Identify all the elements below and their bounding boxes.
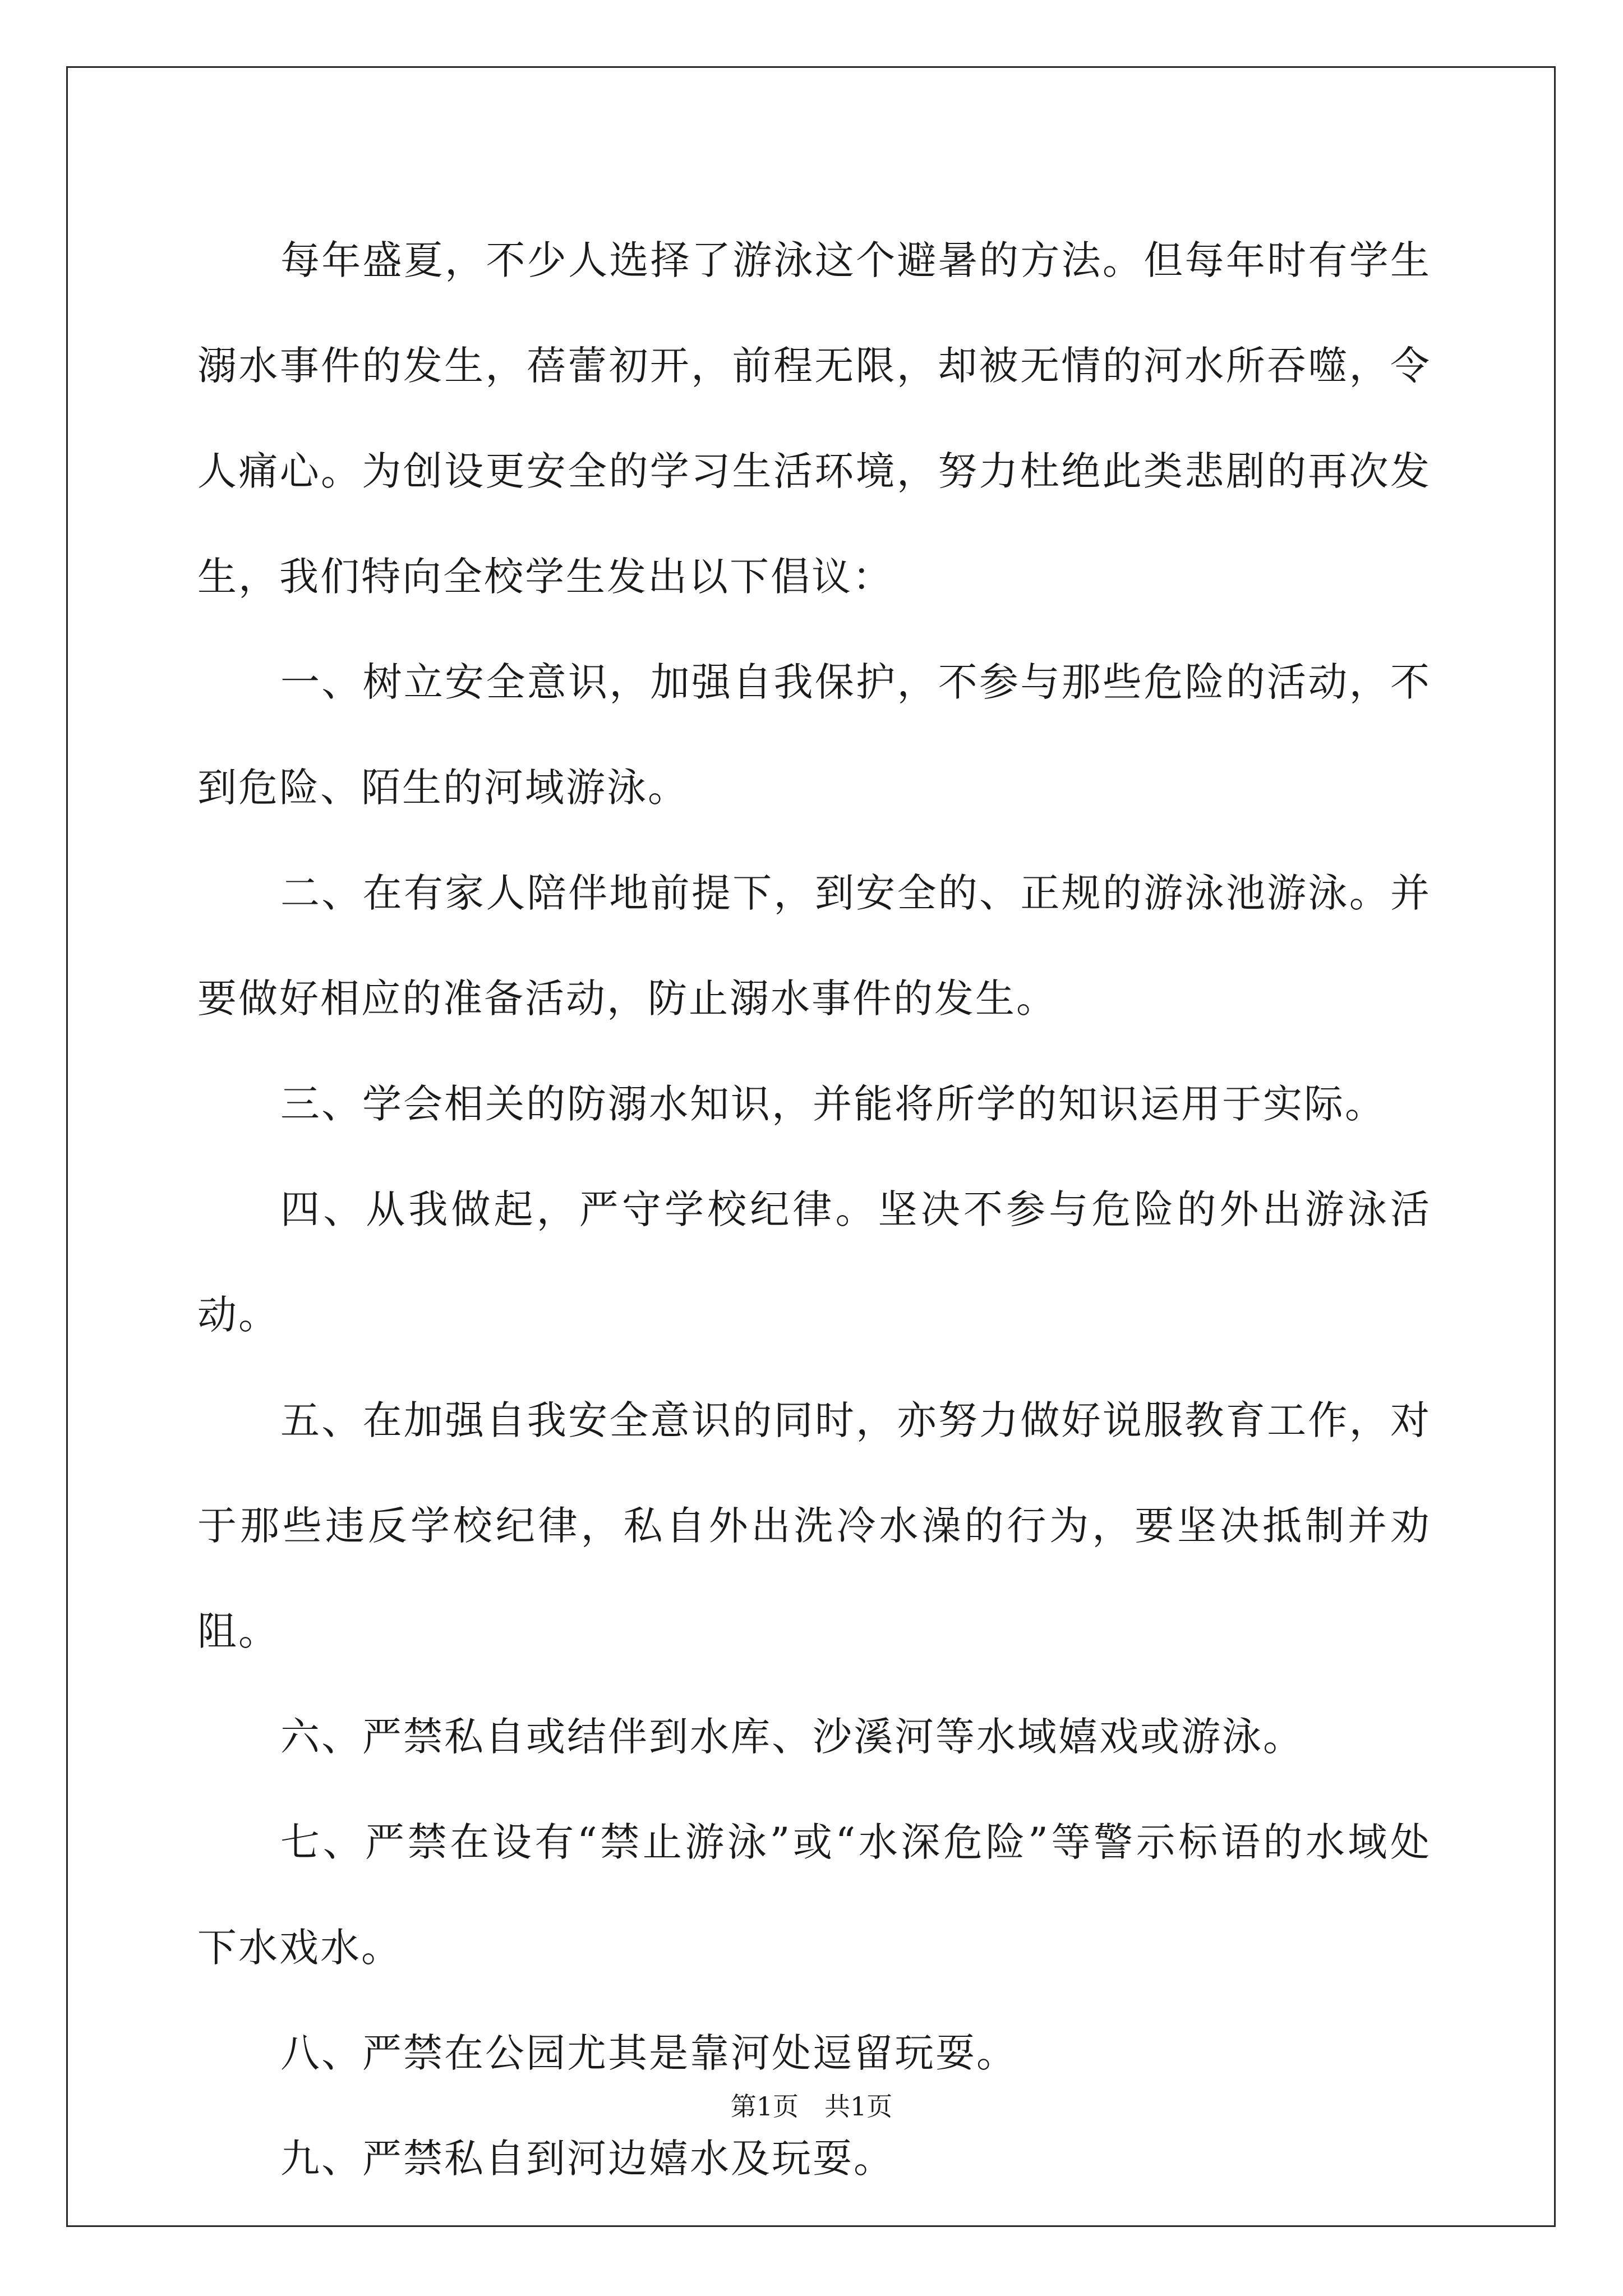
document-body xyxy=(197,208,1431,2211)
paragraph-item-8: 八、严禁在公园尤其是靠河处逗留玩耍。 xyxy=(280,2030,1017,2076)
paragraph-item-4: 四、从我做起，严守学校纪律。坚决不参与危险的外出游泳活动。 xyxy=(197,1186,1431,1338)
paragraph-item-1: 一、树立安全意识，加强自我保护，不参与那些危险的活动，不到危险、陌生的河域游泳。 xyxy=(197,659,1431,811)
paragraph-item-6: 六、严禁私自或结伴到水库、沙溪河等水域嬉戏或游泳。 xyxy=(280,1714,1304,1760)
page-number: 第1页 共1页 xyxy=(730,2091,893,2122)
paragraph-item-3: 三、学会相关的防溺水知识，并能将所学的知识运用于实际。 xyxy=(280,1081,1386,1127)
paragraph-item-7: 七、严禁在设有“禁止游泳”或“水深危险”等警示标语的水域处下水戏水。 xyxy=(197,1819,1431,1971)
paragraph-intro: 每年盛夏，不少人选择了游泳这个避暑的方法。但每年时有学生溺水事件的发生，蓓蕾初开，前程无限，却被无情的河水所吞噬，令人痛心。为创设更安全的学习生活环境，努力杜绝此类悲剧的再次发生，我们特向全校学生发出以下倡议： xyxy=(197,237,1431,600)
paragraph-item-9: 九、严禁私自到河边嬉水及玩耍。 xyxy=(280,2136,895,2182)
paragraph-item-2: 二、在有家人陪伴地前提下，到安全的、正规的游泳池游泳。并要做好相应的准备活动，防止溺水事件的发生。 xyxy=(197,870,1431,1022)
paragraph-item-5: 五、在加强自我安全意识的同时，亦努力做好说服教育工作，对于那些违反学校纪律，私自外出洗冷水澡的行为，要坚决抵制并劝阻。 xyxy=(197,1397,1431,1654)
